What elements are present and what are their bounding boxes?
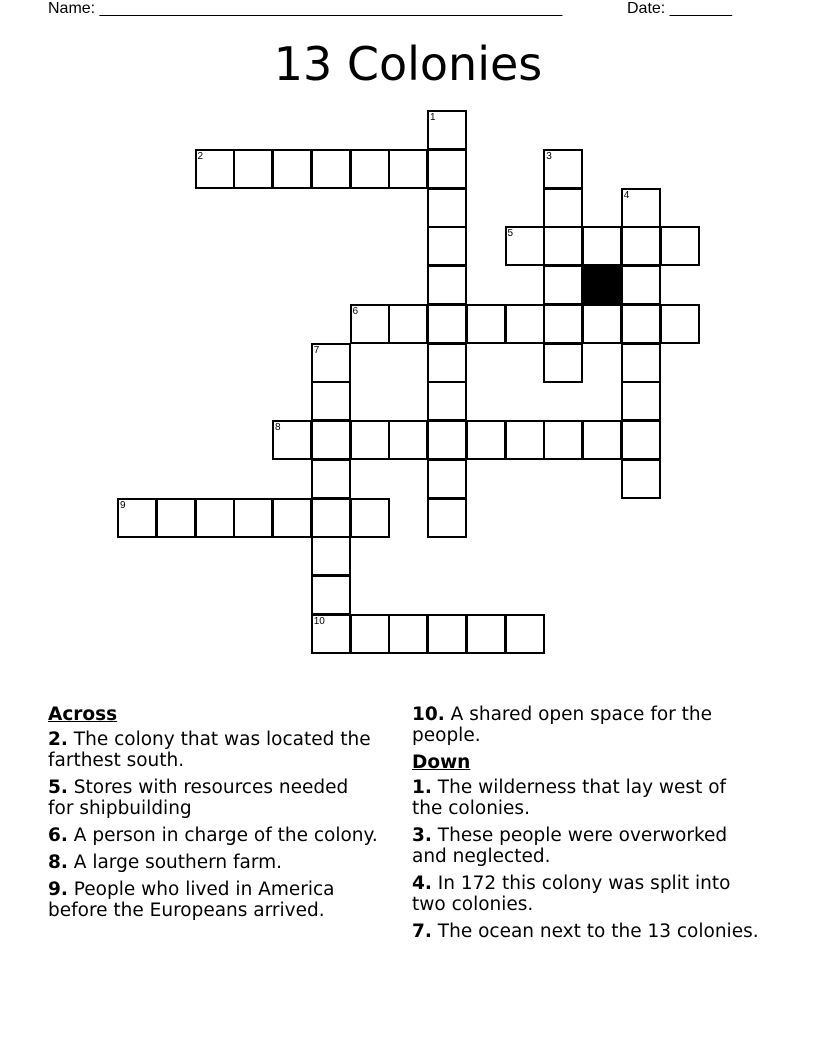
clue-text: A large southern farm.	[73, 852, 283, 873]
grid-cell[interactable]	[427, 110, 467, 150]
clue-across-9	[48, 879, 378, 921]
grid-cell[interactable]	[582, 226, 622, 266]
cell-number: 1	[430, 112, 436, 123]
grid-cell[interactable]	[350, 149, 390, 189]
grid-cell[interactable]	[621, 343, 661, 383]
clue-down-7	[412, 921, 762, 942]
clue-number: 6.	[48, 825, 68, 846]
clues-column-left	[48, 700, 378, 927]
grid-cell[interactable]	[505, 226, 545, 266]
grid-cell[interactable]	[233, 149, 273, 189]
clues-column-right	[412, 700, 762, 948]
clue-text: A person in charge of the colony.	[73, 825, 378, 846]
clue-down-1	[412, 777, 762, 819]
grid-cell[interactable]	[466, 420, 506, 460]
grid-cell[interactable]	[311, 459, 351, 499]
grid-cell[interactable]	[621, 459, 661, 499]
grid-cell[interactable]	[582, 420, 622, 460]
grid-cell[interactable]	[621, 265, 661, 305]
cell-number: 10	[313, 615, 325, 627]
cell-number: 7	[313, 344, 320, 356]
clue-number: 10.	[412, 704, 445, 725]
clue-across-2	[48, 729, 378, 771]
cell-number: 4	[623, 189, 630, 201]
grid-cell[interactable]	[621, 304, 661, 344]
clue-across-6	[48, 825, 378, 846]
grid-cell[interactable]	[427, 226, 467, 266]
grid-cell[interactable]	[427, 381, 467, 421]
grid-cell[interactable]	[660, 304, 700, 344]
grid-cell[interactable]	[621, 420, 661, 460]
clue-number: 2.	[48, 729, 68, 750]
grid-cell-black	[582, 265, 622, 305]
grid-cell[interactable]	[621, 188, 661, 228]
grid-cell[interactable]	[543, 343, 583, 383]
clue-text: These people were overworked and neglected.	[412, 825, 728, 867]
grid-cell[interactable]	[505, 614, 545, 654]
grid-cell[interactable]	[311, 149, 351, 189]
grid-cell[interactable]	[156, 498, 196, 538]
grid-cell[interactable]	[311, 536, 351, 576]
grid-cell[interactable]	[350, 304, 390, 344]
clue-text: The wilderness that lay west of the colonies.	[412, 777, 727, 819]
clue-number: 8.	[48, 852, 68, 873]
grid-cell[interactable]	[311, 498, 351, 538]
grid-cell[interactable]	[427, 188, 467, 228]
grid-cell[interactable]	[195, 149, 235, 189]
grid-cell[interactable]	[427, 149, 467, 189]
cell-number: 9	[120, 499, 126, 511]
grid-cell[interactable]	[543, 265, 583, 305]
grid-cell[interactable]	[311, 343, 351, 383]
grid-cell[interactable]	[388, 420, 428, 460]
clue-down-4	[412, 873, 762, 915]
clue-across-8	[48, 852, 378, 873]
grid-cell[interactable]	[427, 459, 467, 499]
grid-cell[interactable]	[388, 614, 428, 654]
grid-cell[interactable]	[427, 343, 467, 383]
grid-cell[interactable]	[272, 149, 312, 189]
grid-cell[interactable]	[660, 226, 700, 266]
grid-cell[interactable]	[272, 498, 312, 538]
clue-across-10	[412, 704, 762, 746]
grid-cell[interactable]	[427, 304, 467, 344]
name-label: Name: ____________________________________________________	[48, 0, 563, 17]
grid-cell[interactable]	[427, 498, 467, 538]
grid-cell[interactable]	[543, 304, 583, 344]
cell-number: 2	[197, 150, 204, 162]
grid-cell[interactable]	[466, 304, 506, 344]
clue-across-5	[48, 777, 378, 819]
grid-cell[interactable]	[543, 420, 583, 460]
grid-cell[interactable]	[427, 265, 467, 305]
clue-number: 7.	[412, 921, 432, 942]
cell-number: 8	[275, 422, 281, 433]
cell-number: 6	[352, 305, 359, 317]
clue-down-3	[412, 825, 762, 867]
grid-cell[interactable]	[311, 575, 351, 615]
date-label: Date: _______	[627, 0, 732, 17]
grid-cell[interactable]	[427, 614, 467, 654]
clue-text: People who lived in America before the Europeans arrived.	[48, 879, 335, 921]
down-heading: Down	[412, 752, 471, 773]
grid-cell[interactable]	[505, 304, 545, 344]
grid-cell[interactable]	[621, 381, 661, 421]
cell-number: 3	[546, 150, 552, 162]
puzzle-title: 13 Colonies	[273, 37, 543, 91]
grid-cell[interactable]	[233, 498, 273, 538]
grid-cell[interactable]	[543, 226, 583, 266]
grid-cell[interactable]	[117, 498, 157, 538]
clue-text: The colony that was located the farthest south.	[48, 729, 371, 771]
grid-cell[interactable]	[543, 149, 583, 189]
grid-cell[interactable]	[350, 420, 390, 460]
grid-cell[interactable]	[543, 188, 583, 228]
grid-cell[interactable]	[272, 420, 312, 460]
clue-text: The ocean next to the 13 colonies.	[437, 921, 759, 942]
clue-text: In 172 this colony was split into two colonies.	[412, 873, 731, 915]
grid-cell[interactable]	[621, 226, 661, 266]
grid-cell[interactable]	[350, 614, 390, 654]
clue-number: 5.	[48, 777, 68, 798]
grid-cell[interactable]	[195, 498, 235, 538]
grid-cell[interactable]	[311, 420, 351, 460]
grid-cell[interactable]	[311, 614, 351, 654]
grid-cell[interactable]	[311, 381, 351, 421]
grid-cell[interactable]	[505, 420, 545, 460]
across-heading: Across	[48, 704, 118, 725]
clue-number: 1.	[412, 777, 432, 798]
cell-number: 5	[507, 228, 514, 240]
grid-cell[interactable]	[582, 304, 622, 344]
clue-number: 9.	[48, 879, 68, 900]
grid-cell[interactable]	[350, 498, 390, 538]
clue-text: A shared open space for the people.	[412, 704, 712, 746]
grid-cell[interactable]	[388, 149, 428, 189]
clue-text: Stores with resources needed for shipbuilding	[48, 777, 349, 819]
grid-cell[interactable]	[466, 614, 506, 654]
grid-cell[interactable]	[388, 304, 428, 344]
grid-cell[interactable]	[427, 420, 467, 460]
clue-number: 3.	[412, 825, 432, 846]
clue-number: 4.	[412, 873, 432, 894]
